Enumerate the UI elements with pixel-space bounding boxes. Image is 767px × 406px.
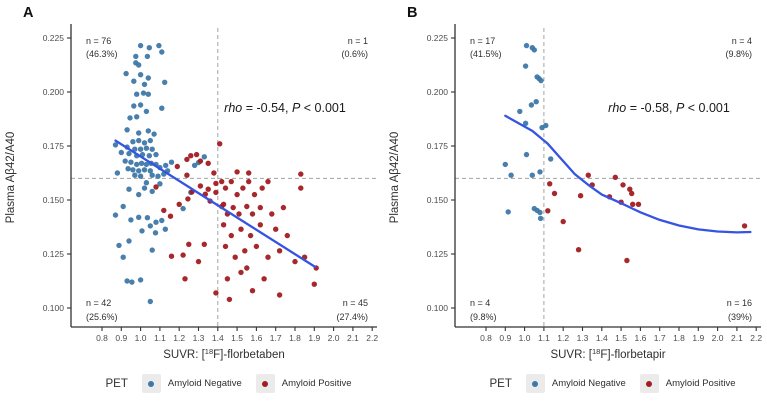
data-point	[126, 187, 131, 192]
data-point	[150, 247, 155, 252]
data-point	[134, 114, 139, 119]
data-point	[128, 217, 133, 222]
data-point	[150, 173, 155, 178]
x-tick-label: 1.0	[518, 333, 531, 343]
data-point	[538, 216, 543, 221]
data-point	[124, 278, 129, 283]
legend-item-amyloid-positive	[256, 374, 352, 393]
data-point	[246, 170, 251, 175]
data-point	[136, 62, 141, 67]
data-point	[116, 243, 121, 248]
data-point	[175, 164, 180, 169]
data-point	[630, 202, 635, 207]
data-point	[136, 215, 141, 220]
x-tick-label: 1.2	[557, 333, 570, 343]
pet-legend-b	[384, 374, 767, 393]
y-tick-label: 0.125	[42, 249, 64, 259]
data-point	[144, 109, 149, 114]
data-point	[180, 206, 185, 211]
data-point	[194, 152, 199, 157]
data-point	[517, 109, 522, 114]
data-point	[250, 288, 255, 293]
data-point	[130, 139, 135, 144]
data-point	[238, 270, 243, 275]
panel-label: A	[23, 5, 34, 21]
data-point	[130, 167, 135, 172]
x-tick-label: 1.1	[537, 333, 550, 343]
data-point	[136, 130, 141, 135]
data-point	[223, 244, 228, 249]
x-tick-label: 1.5	[615, 333, 628, 343]
data-point	[234, 169, 239, 174]
data-point	[184, 173, 189, 178]
data-point	[142, 167, 147, 172]
data-point	[524, 43, 529, 48]
x-tick-label: 1.8	[673, 333, 685, 343]
panel-b-plot	[384, 0, 767, 372]
x-tick-label: 2.1	[346, 333, 359, 343]
data-point	[136, 138, 141, 143]
data-point	[138, 147, 143, 152]
data-point	[213, 181, 218, 186]
data-point	[229, 179, 234, 184]
y-tick-label: 0.225	[426, 33, 448, 43]
data-point	[233, 255, 238, 260]
x-tick-label: 1.8	[289, 333, 301, 343]
x-tick-label: 1.3	[192, 333, 205, 343]
x-axis-title: SUVR: [$^{18}$F]-florbetapir	[550, 347, 666, 361]
x-tick-label: 1.4	[211, 333, 224, 343]
data-point	[131, 79, 136, 84]
data-point	[246, 179, 251, 184]
data-point	[240, 185, 245, 190]
data-point	[150, 147, 155, 152]
data-point	[537, 169, 542, 174]
data-point	[213, 290, 218, 295]
data-point	[506, 209, 511, 214]
stats-annotation: rho = -0.58, P < 0.001	[608, 101, 730, 115]
data-point	[148, 223, 153, 228]
data-point	[126, 238, 131, 243]
pet-legend-a	[0, 374, 383, 393]
data-point	[133, 54, 138, 59]
data-point	[254, 244, 259, 249]
legend-key-negative	[142, 374, 161, 393]
data-point	[124, 127, 129, 132]
x-tick-label: 1.3	[576, 333, 589, 343]
y-tick-label: 0.175	[426, 141, 448, 151]
data-point	[202, 154, 207, 159]
data-point	[127, 115, 132, 120]
data-point	[145, 54, 150, 59]
legend-label-negative: Amyloid Negative	[167, 378, 242, 389]
quadrant-count-bottom_left: n = 42	[86, 298, 112, 308]
data-point	[217, 141, 222, 146]
data-point	[578, 193, 583, 198]
data-point	[198, 158, 203, 163]
data-point	[206, 187, 211, 192]
y-tick-label: 0.225	[42, 33, 64, 43]
data-point	[258, 205, 263, 210]
data-point	[244, 265, 249, 270]
data-point	[265, 179, 270, 184]
data-point	[231, 205, 236, 210]
scatter-series-positive	[153, 141, 319, 302]
scatter-series-negative	[503, 43, 554, 221]
data-point	[123, 71, 128, 76]
legend-label-positive: Amyloid Positive	[665, 378, 736, 389]
quadrant-pct-top_left: (41.5%)	[470, 49, 502, 59]
y-tick-label: 0.150	[426, 195, 448, 205]
x-tick-label: 1.5	[231, 333, 244, 343]
data-point	[229, 233, 234, 238]
x-tick-label: 1.9	[692, 333, 705, 343]
data-point	[156, 43, 161, 48]
x-tick-label: 1.6	[250, 333, 263, 343]
data-point	[168, 214, 173, 219]
legend-label-positive: Amyloid Positive	[281, 378, 352, 389]
data-point	[159, 218, 164, 223]
data-point	[134, 162, 139, 167]
data-point	[153, 184, 158, 189]
data-point	[139, 161, 144, 166]
data-point	[576, 247, 581, 252]
legend-title: PET	[105, 377, 128, 390]
data-point	[547, 181, 552, 186]
y-axis-title: Plasma Aβ42/A40	[389, 131, 401, 224]
data-point	[145, 215, 150, 220]
y-tick-label: 0.200	[42, 87, 64, 97]
data-point	[298, 171, 303, 176]
data-point	[136, 192, 141, 197]
quadrant-count-bottom_left: n = 4	[470, 298, 491, 308]
data-point	[624, 258, 629, 263]
data-point	[138, 102, 143, 107]
data-point	[153, 230, 158, 235]
data-point	[503, 162, 508, 167]
data-point	[138, 277, 143, 282]
data-point	[139, 228, 144, 233]
quadrant-count-top_left: n = 17	[470, 36, 496, 46]
data-point	[128, 160, 133, 165]
data-point	[142, 185, 147, 190]
y-tick-label: 0.150	[42, 195, 64, 205]
data-point	[227, 297, 232, 302]
quadrant-count-bottom_right: n = 16	[726, 298, 752, 308]
data-point	[142, 82, 147, 87]
panel-a-plot	[0, 0, 383, 372]
legend-title: PET	[489, 377, 512, 390]
data-point	[285, 233, 290, 238]
data-point	[508, 173, 513, 178]
data-point	[281, 205, 286, 210]
stats-annotation: rho = -0.54, P < 0.001	[224, 101, 346, 115]
data-point	[146, 75, 151, 80]
data-point	[147, 153, 152, 158]
data-point	[552, 191, 557, 196]
data-point	[298, 185, 303, 190]
data-point	[132, 173, 137, 178]
quadrant-count-top_left: n = 76	[86, 36, 112, 46]
data-point	[138, 43, 143, 48]
data-point	[151, 131, 156, 136]
data-point	[548, 156, 553, 161]
x-tick-label: 0.8	[480, 333, 492, 343]
quadrant-count-top_right: n = 4	[731, 36, 752, 46]
data-point	[742, 223, 747, 228]
data-point	[148, 299, 153, 304]
trend-line	[116, 141, 316, 267]
data-point	[534, 99, 539, 104]
panel-label: B	[407, 5, 418, 21]
data-point	[211, 170, 216, 175]
data-point	[125, 166, 130, 171]
data-point	[221, 222, 226, 227]
scatter-series-negative	[113, 43, 207, 304]
data-point	[213, 190, 218, 195]
data-point	[529, 102, 534, 107]
data-point	[182, 276, 187, 281]
data-point	[629, 191, 634, 196]
legend-key-negative	[526, 374, 545, 393]
quadrant-pct-top_right: (0.6%)	[341, 49, 368, 59]
data-point	[524, 152, 529, 157]
data-point	[277, 248, 282, 253]
data-point	[186, 242, 191, 247]
data-point	[188, 153, 193, 158]
data-point	[225, 276, 230, 281]
data-point	[146, 128, 151, 133]
y-tick-label: 0.100	[42, 303, 64, 313]
panel-b	[384, 0, 767, 406]
data-point	[196, 259, 201, 264]
x-tick-label: 1.6	[634, 333, 647, 343]
quadrant-pct-bottom_left: (9.8%)	[470, 312, 497, 322]
x-tick-label: 2.1	[730, 333, 743, 343]
data-point	[161, 208, 166, 213]
data-point	[236, 211, 241, 216]
legend-item-amyloid-negative	[526, 374, 626, 393]
data-point	[538, 78, 543, 83]
x-tick-label: 1.1	[153, 333, 166, 343]
data-point	[144, 146, 149, 151]
data-point	[543, 123, 548, 128]
quadrant-pct-top_left: (46.3%)	[86, 49, 118, 59]
trend-line	[505, 116, 750, 233]
data-point	[148, 138, 153, 143]
x-tick-label: 2.2	[366, 333, 379, 343]
quadrant-pct-bottom_left: (25.6%)	[86, 312, 118, 322]
data-point	[155, 174, 160, 179]
x-tick-label: 1.7	[269, 333, 282, 343]
data-point	[258, 222, 263, 227]
y-tick-label: 0.175	[42, 141, 64, 151]
amyloid-positive-dot-icon	[646, 381, 652, 387]
data-point	[121, 204, 126, 209]
quadrant-pct-bottom_right: (27.4%)	[336, 312, 368, 322]
quadrant-count-bottom_right: n = 45	[342, 298, 368, 308]
data-point	[185, 196, 190, 201]
amyloid-negative-dot-icon	[532, 381, 538, 387]
data-point	[121, 255, 126, 260]
data-point	[159, 106, 164, 111]
legend-key-positive	[256, 374, 275, 393]
x-tick-label: 1.7	[653, 333, 666, 343]
x-tick-label: 1.4	[595, 333, 608, 343]
x-tick-label: 1.2	[173, 333, 186, 343]
data-point	[159, 49, 164, 54]
data-point	[244, 204, 249, 209]
data-point	[261, 276, 266, 281]
quadrant-count-top_right: n = 1	[347, 36, 368, 46]
data-point	[620, 182, 625, 187]
data-point	[561, 219, 566, 224]
data-point	[146, 92, 151, 97]
data-point	[238, 227, 243, 232]
data-point	[119, 150, 124, 155]
data-point	[126, 151, 131, 156]
data-point	[138, 174, 143, 179]
x-tick-label: 2.0	[327, 333, 340, 343]
data-point	[129, 279, 134, 284]
data-point	[131, 103, 136, 108]
data-point	[265, 255, 270, 260]
data-point	[260, 185, 265, 190]
data-point	[163, 163, 168, 168]
data-point	[180, 252, 185, 257]
x-tick-label: 0.8	[96, 333, 108, 343]
data-point	[242, 248, 247, 253]
data-point	[153, 152, 158, 157]
data-point	[115, 170, 120, 175]
x-tick-label: 2.2	[750, 333, 763, 343]
data-point	[523, 63, 528, 68]
data-point	[198, 183, 203, 188]
data-point	[586, 173, 591, 178]
quadrant-pct-bottom_right: (39%)	[727, 312, 752, 322]
data-point	[219, 179, 224, 184]
data-point	[269, 211, 274, 216]
data-point	[250, 211, 255, 216]
data-point	[153, 220, 158, 225]
data-point	[223, 185, 228, 190]
x-tick-label: 1.9	[308, 333, 321, 343]
y-tick-label: 0.200	[426, 87, 448, 97]
data-point	[530, 173, 535, 178]
data-point	[248, 233, 253, 238]
data-point	[144, 180, 149, 185]
quadrant-pct-top_right: (9.8%)	[725, 49, 752, 59]
amyloid-positive-dot-icon	[262, 381, 268, 387]
data-point	[134, 92, 139, 97]
data-point	[150, 189, 155, 194]
scatter-series-positive	[545, 173, 747, 264]
data-point	[162, 80, 167, 85]
x-tick-label: 0.9	[115, 333, 128, 343]
y-axis-title: Plasma Aβ42/A40	[5, 131, 17, 224]
data-point	[537, 210, 542, 215]
data-point	[142, 140, 147, 145]
legend-key-positive	[640, 374, 659, 393]
data-point	[147, 45, 152, 50]
data-point	[613, 175, 618, 180]
data-point	[136, 168, 141, 173]
data-point	[141, 90, 146, 95]
y-tick-label: 0.100	[426, 303, 448, 313]
data-point	[545, 208, 550, 213]
data-point	[206, 161, 211, 166]
data-point	[273, 227, 278, 232]
data-point	[292, 259, 297, 264]
y-tick-label: 0.125	[426, 249, 448, 259]
data-point	[138, 72, 143, 77]
panel-a	[0, 0, 383, 406]
x-tick-label: 2.0	[711, 333, 724, 343]
data-point	[184, 157, 189, 162]
data-point	[277, 292, 282, 297]
x-tick-label: 1.0	[134, 333, 147, 343]
data-point	[123, 158, 128, 163]
data-point	[177, 202, 182, 207]
x-tick-label: 0.9	[499, 333, 512, 343]
amyloid-negative-dot-icon	[148, 381, 154, 387]
data-point	[234, 192, 239, 197]
data-point	[252, 192, 257, 197]
data-point	[636, 202, 641, 207]
legend-label-negative: Amyloid Negative	[551, 378, 626, 389]
data-point	[169, 254, 174, 259]
legend-item-amyloid-positive	[640, 374, 736, 393]
data-point	[113, 212, 118, 217]
data-point	[202, 242, 207, 247]
data-point	[532, 47, 537, 52]
data-point	[312, 282, 317, 287]
legend-item-amyloid-negative	[142, 374, 242, 393]
data-point	[169, 160, 174, 165]
x-axis-title: SUVR: [$^{18}$F]-florbetaben	[163, 347, 285, 361]
data-point	[163, 227, 168, 232]
